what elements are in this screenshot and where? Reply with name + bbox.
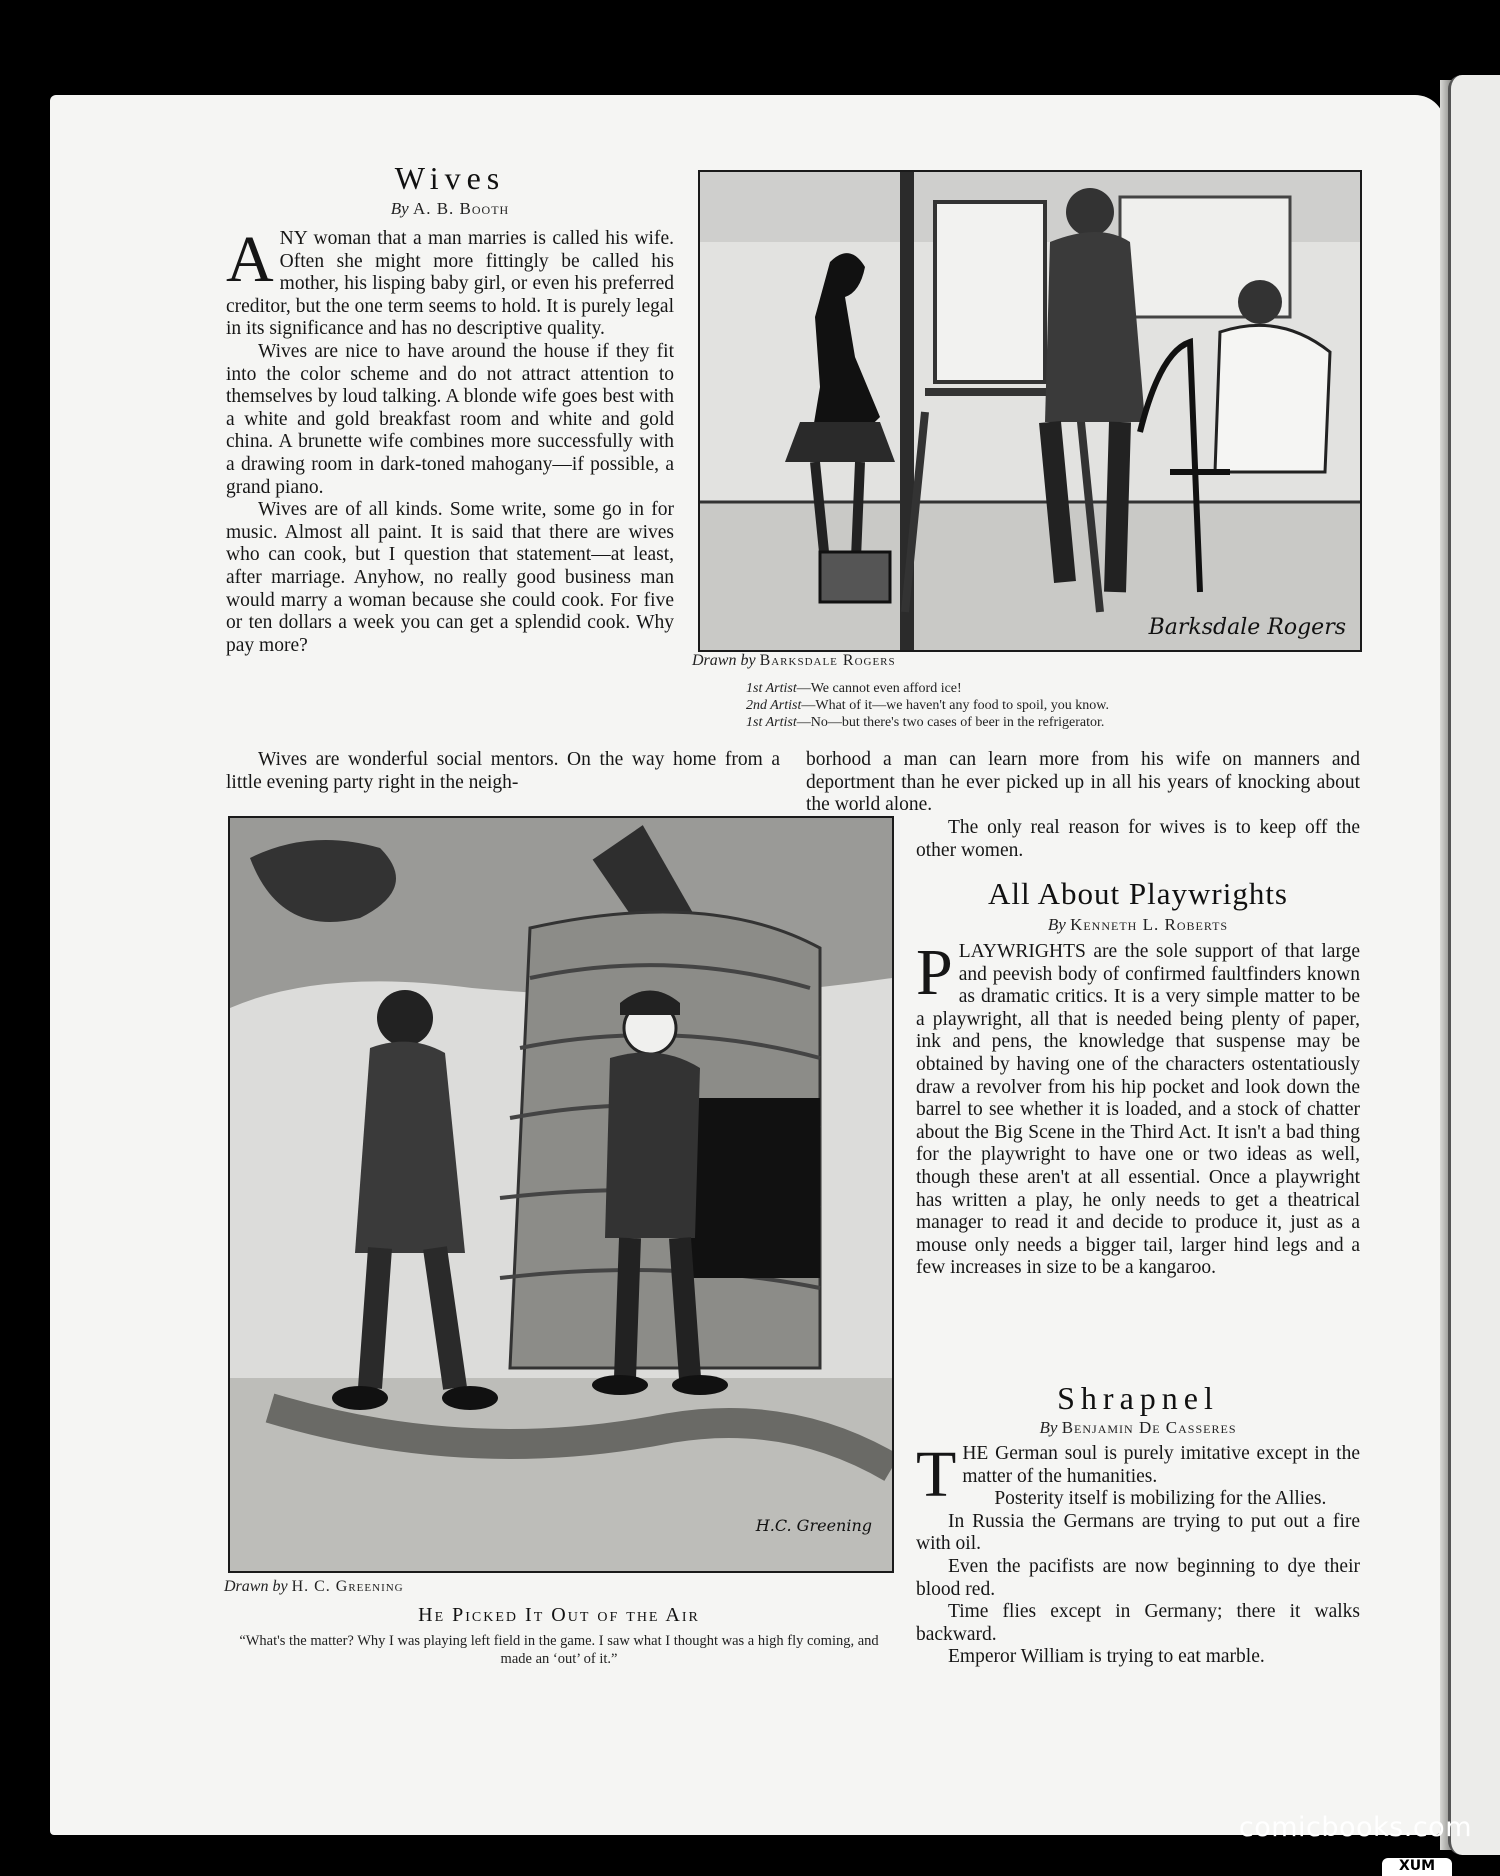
shrapnel-first-text: HE German soul is purely imitative except in the matter of the humanities. — [962, 1443, 1360, 1487]
wives-dropcap: A — [226, 223, 274, 296]
playwrights-by-word: By — [1047, 915, 1066, 934]
site-watermark: comicbooks.com — [1238, 1812, 1472, 1843]
top-illustration-dialog — [746, 680, 1286, 731]
shrapnel-title: Shrapnel — [1057, 1380, 1219, 1416]
top-credit-prefix: Drawn by — [692, 652, 756, 669]
shrapnel-item: In Russia the Germans are trying to put out a fire with oil. — [916, 1510, 1360, 1555]
wives-paragraph-3: Wives are of all kinds. Some write, some go in for music. Almost all paint. It is said that there are wives who can cook, but I question that statement—at least, after marriage. Anyhow, no really good business man would marry a woman because she could cook. For five or ten dollars a week you can get a splendid cook. Why pay more? — [226, 499, 674, 656]
playwrights-text: LAYWRIGHTS are the sole support of that large and peevish body of confirmed faultfinders known as dramatic critics. It is a very simple matter to be a playwright, all that is needed being plenty of paper, ink and pens, the knowledge that suspense may be obtained by having one of the characters ostentatiously draw a revolver from his hip pocket and look down the barrel to see whether it is loaded, and a stock of chatter about the Big Scene in the Third Act. It isn't a bad thing for the playwright to have one or two ideas as well, though these aren't at all essential. Once a playwright has written a play, he only needs to get a theatrical manager to read it and decide to produce it, just as a mouse only needs a bigger tail, larger hind legs and a few increases in size to be a kangaroo. — [916, 941, 1360, 1279]
wives-paragraph-4-left — [226, 749, 780, 794]
wives-paragraph-1 — [226, 223, 674, 341]
wives-p4-left-text: Wives are wonderful social mentors. On the way home from a little evening party right in the neigh- — [226, 749, 780, 793]
dialog-line-1: 1st Artist—We cannot even afford ice! — [746, 681, 962, 696]
shrapnel-author: Benjamin De Casseres — [1061, 1418, 1237, 1437]
wives-author: A. B. Booth — [412, 199, 510, 218]
soldiers-illustration — [228, 816, 894, 1573]
wives-p4-right-text: borhood a man can learn more from his wife on manners and deportment than he ever picked up in all his years of knocking about the world alone. — [806, 749, 1360, 816]
bottom-illustration-credit — [224, 1578, 404, 1596]
playwrights-byline — [916, 915, 1360, 935]
dialog-line-3: 1st Artist—No—but there's two cases of beer in the refrigerator. — [746, 715, 1105, 730]
top-credit-artist: Barksdale Rogers — [759, 652, 896, 669]
wives-byline — [226, 199, 674, 219]
wives-text-left — [226, 223, 674, 657]
wives-p5-text: The only real reason for wives is to keep off the other women. — [916, 817, 1360, 861]
shrapnel-item: Even the pacifists are now beginning to dye their blood red. — [916, 1555, 1360, 1600]
wives-paragraph-5 — [916, 817, 1360, 862]
artist-studio-illustration — [698, 170, 1362, 652]
playwrights-title: All About Playwrights — [987, 876, 1288, 911]
bottom-illustration-caption-quote: “What's the matter? Why I was playing left field in the game. I saw what I thought was a high fly coming, and made an ‘out’ of it.” — [239, 1633, 879, 1667]
wives-paragraph-2: Wives are nice to have around the house if they fit into the color scheme and do not attract attention to themselves by loud talking. A blonde wife goes best with a white and gold breakfast room and white and gold china. A brunette wife combines more successfully with a drawing room in dark-toned mahogany—if possible, a grand piano. — [226, 340, 674, 498]
shrapnel-dropcap: T — [916, 1438, 957, 1511]
wives-title: Wives — [394, 160, 506, 196]
facing-page-edge — [1448, 75, 1500, 1855]
shrapnel-body — [916, 1438, 1360, 1669]
wives-by-word: By — [390, 199, 409, 218]
artist-studio-drawing — [700, 172, 1360, 650]
dialog-line-2: 2nd Artist—What of it—we haven't any food to spoil, you know. — [746, 698, 1109, 713]
bottom-illustration-signature: H.C. Greening — [755, 1516, 872, 1535]
bottom-credit-artist: H. C. Greening — [291, 1578, 404, 1595]
playwrights-body — [916, 936, 1360, 1280]
top-illustration-signature: Barksdale Rogers — [1148, 615, 1346, 640]
playwrights-paragraph — [916, 936, 1360, 1280]
shrapnel-by-word: By — [1039, 1418, 1058, 1437]
playwrights-author: Kenneth L. Roberts — [1070, 915, 1229, 934]
bottom-credit-prefix: Drawn by — [224, 1578, 288, 1595]
shrapnel-item: Posterity itself is mobilizing for the Allies. — [994, 1488, 1327, 1510]
shrapnel-item: Emperor William is trying to eat marble. — [948, 1646, 1265, 1668]
bottom-illustration-caption-title: He Picked It Out of the Air — [418, 1604, 700, 1626]
soldiers-drawing — [230, 818, 892, 1571]
top-illustration-credit — [692, 652, 896, 670]
wives-paragraph-4-right — [806, 749, 1360, 817]
page-badge: XUM — [1382, 1858, 1452, 1876]
shrapnel-byline — [916, 1418, 1360, 1438]
playwrights-dropcap: P — [916, 936, 953, 1009]
shrapnel-item: Time flies except in Germany; there it walks backward. — [916, 1601, 1360, 1645]
wives-p1-text: NY woman that a man marries is called his wife. Often she might more fittingly be called his mother, his lisping baby girl, or even his preferred creditor, but the one term seems to hold. It is purely legal in its significance and has no descriptive quality. — [226, 228, 674, 340]
